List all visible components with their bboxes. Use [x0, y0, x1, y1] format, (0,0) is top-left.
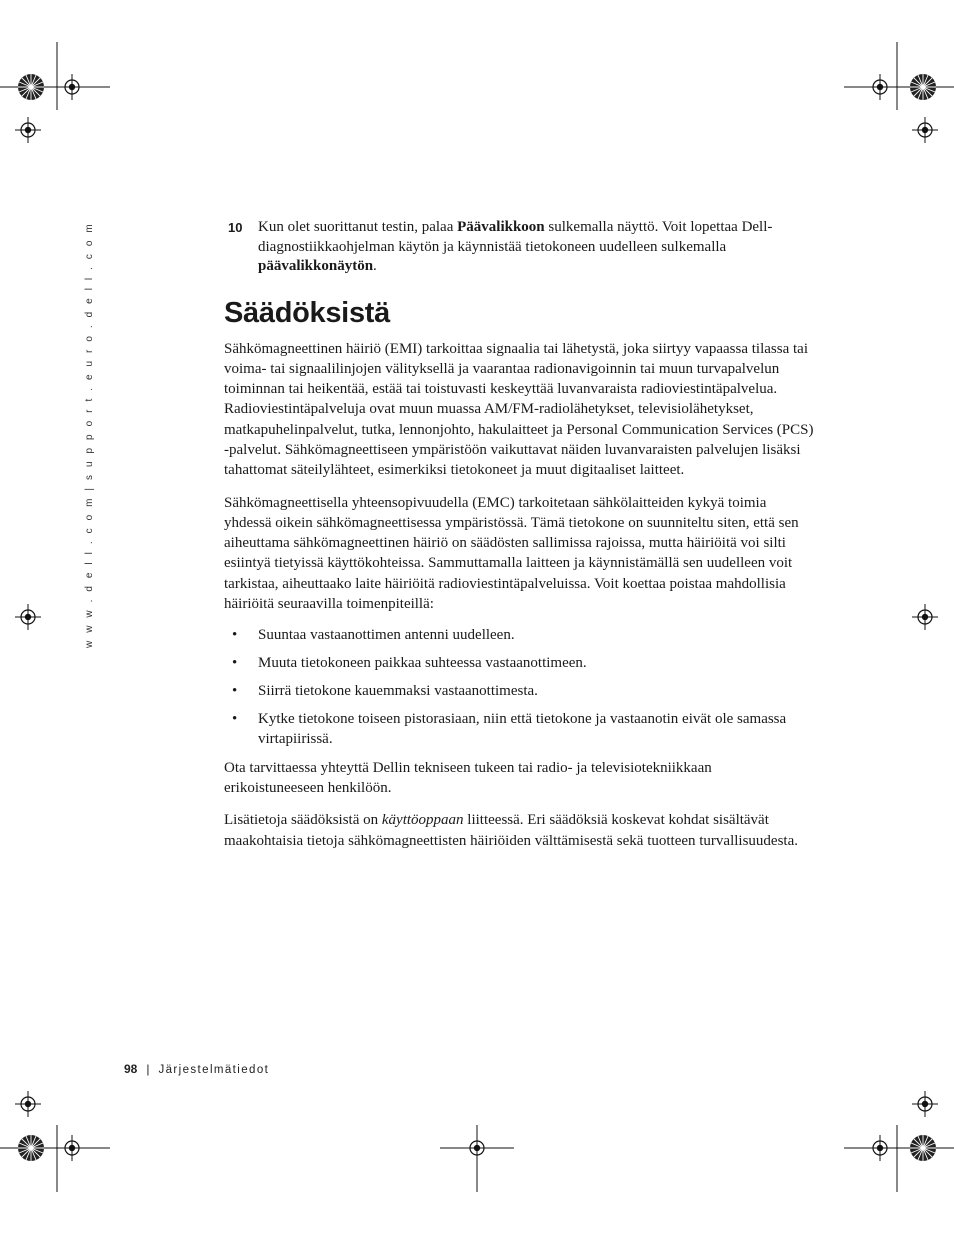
list-item [224, 710, 814, 749]
step-10 [224, 218, 814, 277]
crosshair-mark-top-left [59, 74, 85, 100]
step-bold-main-menu: Päävalikkoon [457, 219, 545, 235]
footer-separator: | [146, 1062, 150, 1076]
crosshair-mark-bottom-center [464, 1135, 490, 1161]
list-item [224, 654, 814, 674]
list-item [224, 682, 814, 702]
page-content [224, 218, 814, 863]
bullet-icon: • [232, 655, 238, 672]
step-text-after: . [373, 258, 377, 274]
crosshair-mark-right-upper [912, 117, 938, 143]
step-text-before: Kun olet suorittanut testin, palaa [258, 219, 458, 235]
starburst-mark-top-right [910, 74, 936, 100]
step-text-middle: sulkemalla näyttö. Voit lopettaa Dell-diagnostiikkaohjelman käytön ja käynnistää tietokoneen uudelleen sulkemalla [258, 219, 773, 255]
bullet-icon: • [232, 711, 238, 728]
paragraph-emi: Sähkömagneettinen häiriö (EMI) tarkoittaa signaalia tai lähetystä, joka siirtyy vapaassa tilassa tai voima- tai signaalilinjojen välityksellä ja vaarantaa radionavigoinnin tai muun turvapalvelun toiminnan tai heikentää, estää tai toistuvasti keskeyttää luvanvaraista radioviestintäpalvelua. Radioviestintäpalveluja ovat muun muassa AM/FM-radiolähetykset, televisiolähetykset, matkapuhelinpalvelut, tutka, lennonjohto, hakulaitteet ja Personal Communication Services (PCS) -palvelut. Sähkömagneettiseen ympäristöön vaikuttavat näiden luvanvaraisten palvelujen lisäksi tahattomat säteilylähteet, esimerkiksi tietokoneet ja muut digitaaliset laitteet. [224, 340, 814, 479]
step-number: 10 [228, 220, 243, 235]
list-item [224, 626, 814, 646]
section-heading: Säädöksistä [224, 296, 390, 329]
list-item-text: Suuntaa vastaanottimen antenni uudelleen. [258, 627, 515, 644]
page-number: 98 [124, 1062, 138, 1076]
starburst-mark-bottom-left [18, 1135, 44, 1161]
footer-section-title: Järjestelmätiedot [158, 1064, 270, 1076]
paragraph-contact: Ota tarvittaessa yhteyttä Dellin tekniseen tukeen tai radio- ja televisiotekniikkaan erikoistuneeseen henkilöön. [224, 759, 712, 797]
paragraph-emc: Sähkömagneettisella yhteensopivuudella (EMC) tarkoitetaan sähkölaitteiden kykyä toimia yhdessä oikein sähkömagneettisessa ympäristössä. Tämä tietokone on suunniteltu siten, että sen aiheuttama sähkömagneettinen häiriö on säädösten sallimissa rajoissa, mutta häiriöitä voi silti esiintyä tietyissä käyttökohteissa. Sammuttamalla laitteen ja käynnistämällä sen uudelleen voit tarkistaa, aiheuttaako laite häiriöitä radioviestintäpalveluissa. Voit koettaa poistaa mahdollisia häiriöitä seuraavilla toimenpiteillä: [224, 494, 799, 613]
sidebar-website-url: w w w . d e l l . c o m | s u p p o r t . e u r o . d e l l . c o m [84, 222, 95, 649]
page-footer [124, 1062, 269, 1076]
crosshair-mark-bottom-left [59, 1135, 85, 1161]
crosshair-mark-left-middle [15, 604, 41, 630]
step-bold-main-menu-screen: päävalikkonäytön [258, 258, 374, 274]
paragraph-more-info [224, 810, 814, 851]
more-info-text-after: liitteessä. Eri säädöksiä koskevat kohdat sisältävät maakohtaisia tietoja sähkömagneettisten häiriöiden välttämisestä sekä tuotteen turvallisuudesta. [224, 812, 798, 849]
list-item-text: Kytke tietokone toiseen pistorasiaan, niin että tietokone ja vastaanotin eivät ole samassa virtapiirissä. [258, 711, 787, 747]
bullet-icon: • [232, 683, 238, 700]
bullet-icon: • [232, 627, 238, 644]
list-item-text: Siirrä tietokone kauemmaksi vastaanottimesta. [258, 683, 538, 700]
crosshair-mark-right-middle [912, 604, 938, 630]
crosshair-mark-right-lower [912, 1091, 938, 1117]
list-item-text: Muuta tietokoneen paikkaa suhteessa vastaanottimeen. [258, 655, 587, 672]
crosshair-mark-left-lower [15, 1091, 41, 1117]
crosshair-mark-left-upper [15, 117, 41, 143]
remedy-list [224, 626, 814, 749]
starburst-mark-bottom-right [910, 1135, 936, 1161]
crosshair-mark-bottom-right [867, 1135, 893, 1161]
more-info-italic-guide: käyttöoppaan [381, 812, 464, 829]
more-info-text-before: Lisätietoja säädöksistä on [224, 812, 382, 829]
crosshair-mark-top-right [867, 74, 893, 100]
starburst-mark-top-left [18, 74, 44, 100]
